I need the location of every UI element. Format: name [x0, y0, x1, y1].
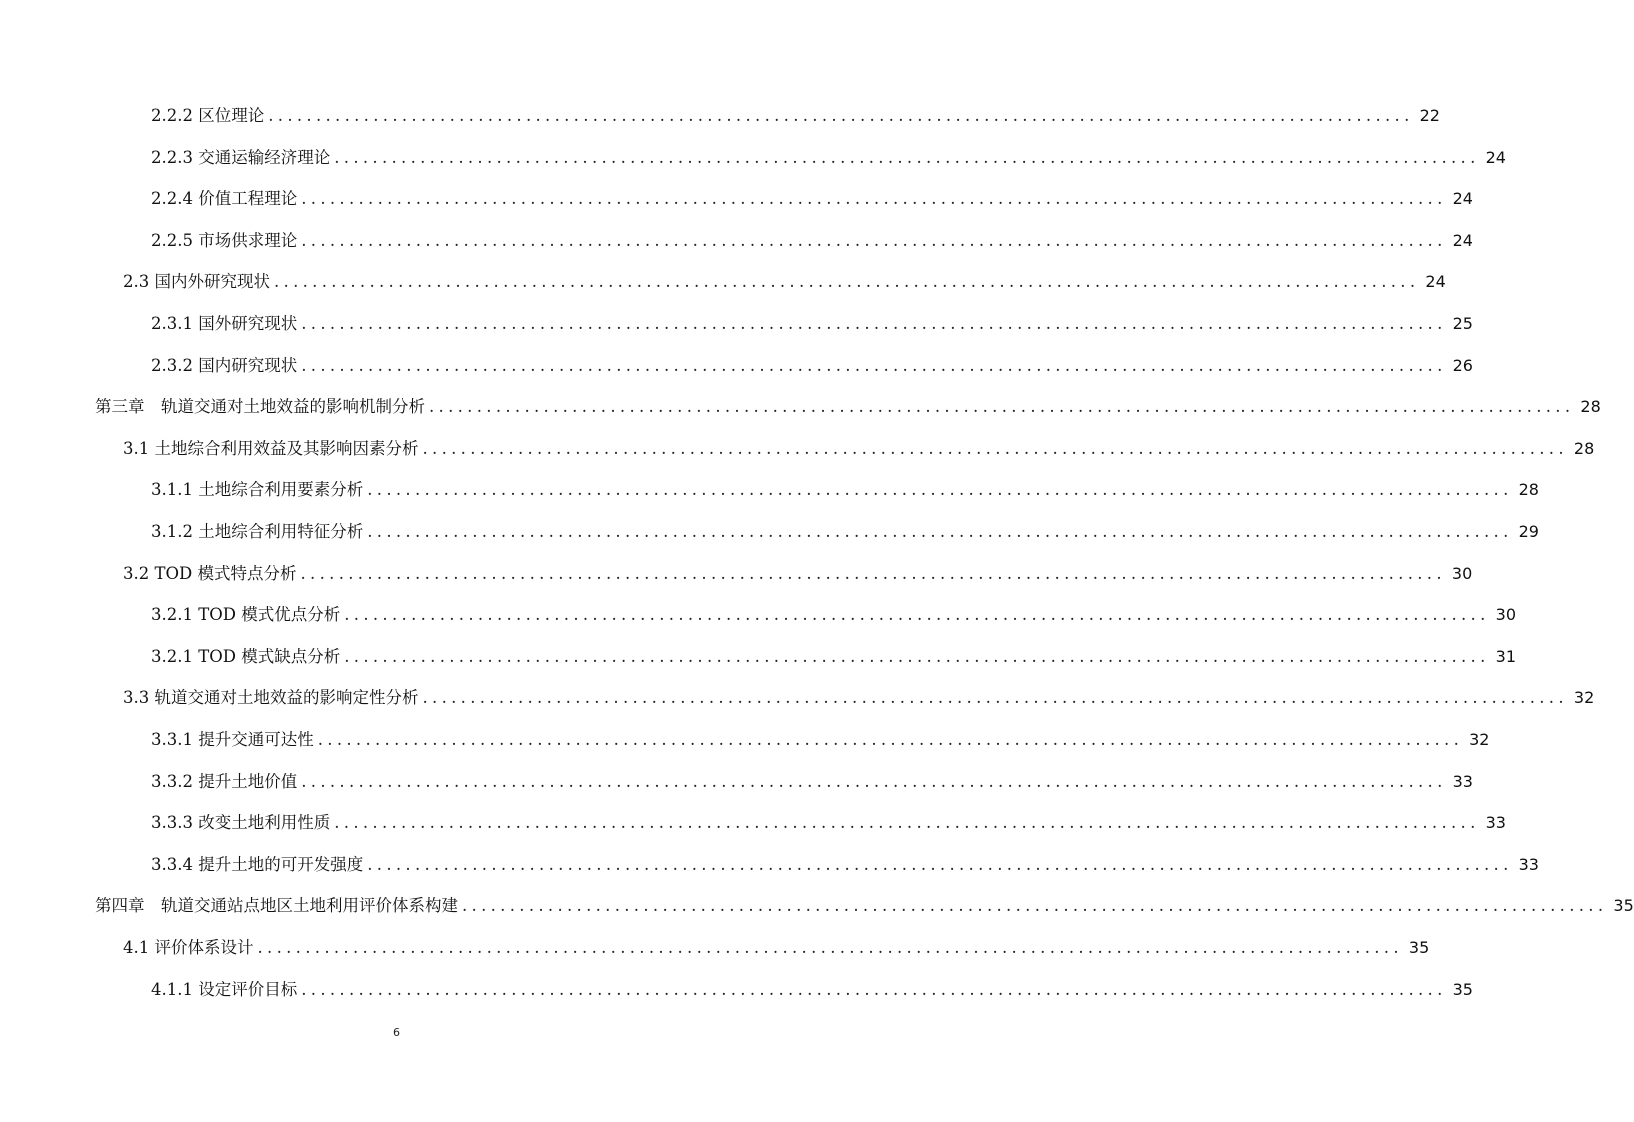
- toc-entry-number: 2.2.5: [151, 230, 193, 250]
- toc-entry-page: 28: [1573, 438, 1595, 458]
- toc-entry-text: 评价体系设计: [154, 938, 254, 957]
- toc-entry-title: [151, 101, 268, 131]
- toc-entry[interactable]: [151, 184, 1473, 214]
- toc-entry-text: 国外研究现状: [198, 314, 298, 333]
- toc-entry-number: 2.3.1: [151, 314, 193, 333]
- toc-entry-title: [151, 975, 301, 1005]
- toc-entry[interactable]: [151, 642, 1516, 672]
- toc-entry-number: 3.3.1: [151, 730, 193, 749]
- toc-entry[interactable]: [151, 101, 1440, 131]
- toc-entry-number: 3.2: [123, 563, 150, 583]
- toc-dot-leader: ........................................................................................................................: [301, 314, 1447, 333]
- toc-entry-number: 3.1.1: [151, 480, 193, 500]
- toc-entry-page: 30: [1451, 563, 1473, 583]
- toc-entry-page: 24: [1452, 189, 1473, 209]
- toc-entry-title: [151, 309, 301, 339]
- toc-entry-title: [151, 226, 301, 256]
- toc-entry[interactable]: [151, 143, 1506, 173]
- toc-entry-title: [95, 891, 462, 921]
- toc-entry-title: [123, 267, 274, 297]
- toc-dot-leader: ........................................................................................................................: [334, 147, 1480, 167]
- toc-entry-page: 33: [1518, 854, 1539, 874]
- toc-entry-number: 2.2.4: [151, 189, 193, 209]
- toc-entry-page: 24: [1425, 272, 1446, 292]
- toc-entry-number: 3.1.2: [151, 522, 193, 541]
- toc-entry-number: 2.3: [123, 272, 150, 292]
- toc-entry-page: 33: [1452, 771, 1473, 791]
- toc-entry-text: 轨道交通站点地区土地利用评价体系构建: [161, 896, 458, 916]
- toc-entry-page: 35: [1613, 896, 1634, 916]
- toc-entry[interactable]: [151, 309, 1473, 339]
- toc-dot-leader: ........................................................................................................................: [268, 106, 1414, 125]
- toc-entry-title: [123, 559, 301, 589]
- toc-entry-number: 3.3.3: [151, 813, 193, 833]
- toc-dot-leader: ........................................................................................................................: [274, 272, 1420, 292]
- toc-entry-text: 交通运输经济理论: [198, 147, 331, 167]
- toc-entry-page: 24: [1452, 230, 1473, 250]
- toc-entry-page: 22: [1419, 106, 1440, 125]
- toc-entry-text: 市场供求理论: [198, 230, 298, 250]
- page-number: 6: [393, 1026, 400, 1039]
- toc-entry-page: 28: [1580, 397, 1601, 417]
- toc-entry-number: 2.2.2: [151, 106, 193, 125]
- toc-entry-separator: [145, 397, 162, 416]
- toc-entry-text: 价值工程理论: [198, 189, 298, 209]
- toc-entry-page: 32: [1573, 688, 1595, 708]
- toc-dot-leader: ........................................................................................................................: [367, 522, 1513, 541]
- toc-entry[interactable]: [151, 517, 1539, 547]
- toc-entry-title: [151, 184, 301, 214]
- toc-entry-number: 4.1.1: [151, 979, 193, 999]
- toc-entry-text: TOD 模式特点分析: [154, 563, 297, 583]
- toc-entry-separator: [145, 896, 162, 915]
- toc-dot-leader: ........................................................................................................................: [367, 480, 1513, 500]
- toc-entry-page: 26: [1452, 355, 1473, 375]
- toc-entry-title: [123, 434, 423, 464]
- toc-entry[interactable]: [123, 434, 1595, 464]
- toc-dot-leader: ........................................................................................................................: [422, 438, 1568, 458]
- toc-entry-title: [123, 933, 258, 963]
- toc-entry[interactable]: [123, 933, 1430, 963]
- toc-entry-text: 提升土地价值: [198, 771, 298, 791]
- toc-entry-title: [95, 392, 429, 422]
- toc-entry[interactable]: [151, 725, 1490, 755]
- toc-entry-number: 3.2.1: [151, 646, 193, 666]
- toc-entry-number: 第四章: [95, 896, 145, 916]
- toc-dot-leader: ........................................................................................................................: [317, 730, 1464, 749]
- toc-entry-title: [123, 683, 423, 713]
- toc-entry-title: [151, 642, 344, 672]
- toc-dot-leader: ........................................................................................................................: [301, 189, 1447, 209]
- toc-dot-leader: ........................................................................................................................: [334, 813, 1480, 833]
- toc-entry-page: 29: [1518, 522, 1539, 541]
- toc-entry-number: 3.3.2: [151, 771, 193, 791]
- toc-entry-title: [151, 517, 367, 547]
- toc-entry-text: TOD 模式优点分析: [198, 605, 341, 625]
- toc-entry[interactable]: [151, 475, 1539, 505]
- toc-dot-leader: ........................................................................................................................: [422, 688, 1568, 708]
- toc-entry-page: 32: [1469, 730, 1490, 749]
- toc-entry-page: 24: [1485, 147, 1506, 167]
- toc-entry-number: 3.1: [123, 438, 150, 458]
- toc-entry-title: [151, 143, 334, 173]
- toc-entry[interactable]: [151, 351, 1473, 381]
- toc-entry-text: 提升交通可达性: [198, 730, 314, 749]
- toc-dot-leader: ........................................................................................................................: [300, 563, 1446, 583]
- toc-entry-text: 国内研究现状: [198, 355, 298, 375]
- toc-dot-leader: ........................................................................................................................: [301, 771, 1447, 791]
- toc-dot-leader: ........................................................................................................................: [344, 646, 1490, 666]
- toc-dot-leader: ........................................................................................................................: [344, 605, 1490, 625]
- toc-dot-leader: ........................................................................................................................: [301, 355, 1447, 375]
- toc-entry-title: [151, 850, 367, 880]
- toc-entry-page: 30: [1495, 605, 1516, 625]
- toc-entry-text: 土地综合利用特征分析: [198, 522, 364, 541]
- toc-entry-title: [151, 475, 367, 505]
- toc-entry-number: 3.3.4: [151, 854, 193, 874]
- toc-dot-leader: ........................................................................................................................: [301, 230, 1447, 250]
- toc-entry-number: 第三章: [95, 397, 145, 417]
- toc-dot-leader: ........................................................................................................................: [301, 979, 1447, 999]
- toc-entry-text: 土地综合利用要素分析: [198, 480, 364, 500]
- toc-entry-page: 28: [1518, 480, 1539, 500]
- toc-entry-text: 设定评价目标: [198, 979, 298, 999]
- toc-entry-title: [151, 600, 344, 630]
- toc-dot-leader: ........................................................................................................................: [462, 896, 1608, 916]
- toc-entry-page: 31: [1495, 646, 1516, 666]
- toc-entry-title: [151, 351, 301, 381]
- toc-entry[interactable]: [151, 600, 1516, 630]
- toc-entry[interactable]: [151, 808, 1506, 838]
- toc-entry[interactable]: [151, 850, 1539, 880]
- toc-entry-text: 土地综合利用效益及其影响因素分析: [154, 438, 419, 458]
- toc-entry-title: [151, 767, 301, 797]
- toc-entry-text: 轨道交通对土地效益的影响机制分析: [161, 397, 425, 417]
- toc-entry[interactable]: [151, 975, 1473, 1005]
- toc-entry[interactable]: [151, 226, 1473, 256]
- toc-dot-leader: ........................................................................................................................: [429, 397, 1575, 417]
- toc-entry-number: 2.3.2: [151, 355, 193, 375]
- toc-entry-text: 改变土地利用性质: [198, 813, 331, 833]
- toc-entry-text: TOD 模式缺点分析: [198, 646, 341, 666]
- toc-entry[interactable]: [123, 267, 1446, 297]
- toc-entry[interactable]: [95, 392, 1601, 422]
- toc-dot-leader: ........................................................................................................................: [257, 938, 1403, 957]
- toc-dot-leader: ........................................................................................................................: [367, 854, 1513, 874]
- toc-entry-text: 国内外研究现状: [154, 272, 270, 292]
- toc-entry-page: 33: [1485, 813, 1506, 833]
- toc-entry-page: 25: [1452, 314, 1473, 333]
- toc-entry[interactable]: [151, 767, 1473, 797]
- toc-entry-number: 3.3: [123, 688, 150, 708]
- toc-entry-title: [151, 725, 318, 755]
- toc-entry[interactable]: [123, 559, 1473, 589]
- toc-entry-number: 2.2.3: [151, 147, 193, 167]
- toc-entry-page: 35: [1452, 979, 1473, 999]
- toc-entry[interactable]: [95, 891, 1634, 921]
- toc-entry-number: 3.2.1: [151, 605, 193, 625]
- toc-entry-page: 35: [1408, 938, 1430, 957]
- toc-entry-text: 区位理论: [198, 106, 265, 125]
- toc-entry-text: 提升土地的可开发强度: [198, 854, 364, 874]
- toc-entry-title: [151, 808, 334, 838]
- toc-entry-number: 4.1: [123, 938, 150, 957]
- toc-entry-text: 轨道交通对土地效益的影响定性分析: [154, 688, 419, 708]
- toc-entry[interactable]: [123, 683, 1595, 713]
